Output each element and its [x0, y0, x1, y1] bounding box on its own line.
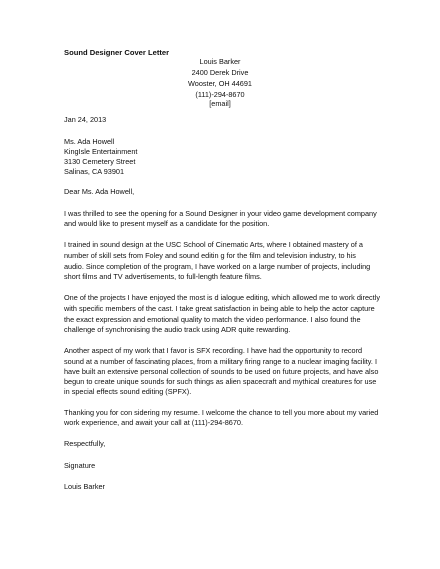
recipient-city: Salinas, CA 93901 [64, 167, 125, 176]
paragraph-4-line-5: in special effects sound editing (SPFX). [64, 387, 192, 396]
salutation: Dear Ms. Ada Howell, [64, 187, 135, 196]
paragraph-1-line-2: and would like to present myself as a candidate for the position. [64, 219, 270, 228]
closing: Respectfully, [64, 439, 106, 448]
paragraph-5-line-2: work experience, and await your call at (111)-294-8670. [64, 418, 244, 427]
paragraph-3-line-2: with specific members of the cast. I take great satisfaction in being able to help the actor capture [64, 304, 375, 313]
sender-email: [email] [209, 99, 231, 108]
sender-street: 2400 Derek Drive [191, 68, 249, 77]
paragraph-3-line-3: the exact expression and emotional quality to match the video performance. I also found the [64, 315, 361, 324]
signer-name: Louis Barker [64, 482, 105, 491]
sender-city: Wooster, OH 44691 [188, 79, 252, 88]
paragraph-2-line-2: number of skill sets from Foley and sound editin g for the film and television industry, to his [64, 251, 356, 260]
sender-phone: (111)-294-8670 [195, 90, 245, 99]
paragraph-3-line-4: challenge of synchronising the audio track using ADR quite rewarding. [64, 325, 291, 334]
paragraph-4-line-3: have built an extensive personal collection of sounds to be used on future projects, and have also [64, 367, 379, 376]
paragraph-4-line-2: sound at a number of fascinating places, from a military firing range to a nuclear imaging facility. I [64, 357, 377, 366]
signature: Signature [64, 461, 96, 470]
recipient-company: KingIsle Entertainment [64, 147, 138, 156]
paragraph-2-line-4: short films and TV advertisements, to full-length feature films. [64, 272, 262, 281]
sender-name: Louis Barker [199, 57, 241, 66]
paragraph-1-line-1: I was thrilled to see the opening for a Sound Designer in your video game development company [64, 209, 377, 218]
paragraph-2-line-3: audio. Since completion of the program, I have worked on a large number of projects, including [64, 262, 371, 271]
paragraph-5-line-1: Thanking you for con sidering my resume. I welcome the chance to tell you more about my varied [64, 408, 379, 417]
letter-date: Jan 24, 2013 [64, 115, 107, 124]
document-title: Sound Designer Cover Letter [64, 48, 170, 57]
paragraph-4-line-1: Another aspect of my work that I favor is SFX recording. I have had the opportunity to record [64, 346, 363, 355]
recipient-street: 3130 Cemetery Street [64, 157, 136, 166]
recipient-name: Ms. Ada Howell [64, 137, 115, 146]
paragraph-2-line-1: I trained in sound design at the USC School of Cinematic Arts, where I obtained mastery of a [64, 240, 363, 249]
paragraph-3-line-1: One of the projects I have enjoyed the most is d ialogue editing, which allowed me to work directly [64, 293, 380, 302]
paragraph-4-line-4: begun to create unique sounds for such things as alien spacecraft and mythical creatures for use [64, 377, 377, 386]
